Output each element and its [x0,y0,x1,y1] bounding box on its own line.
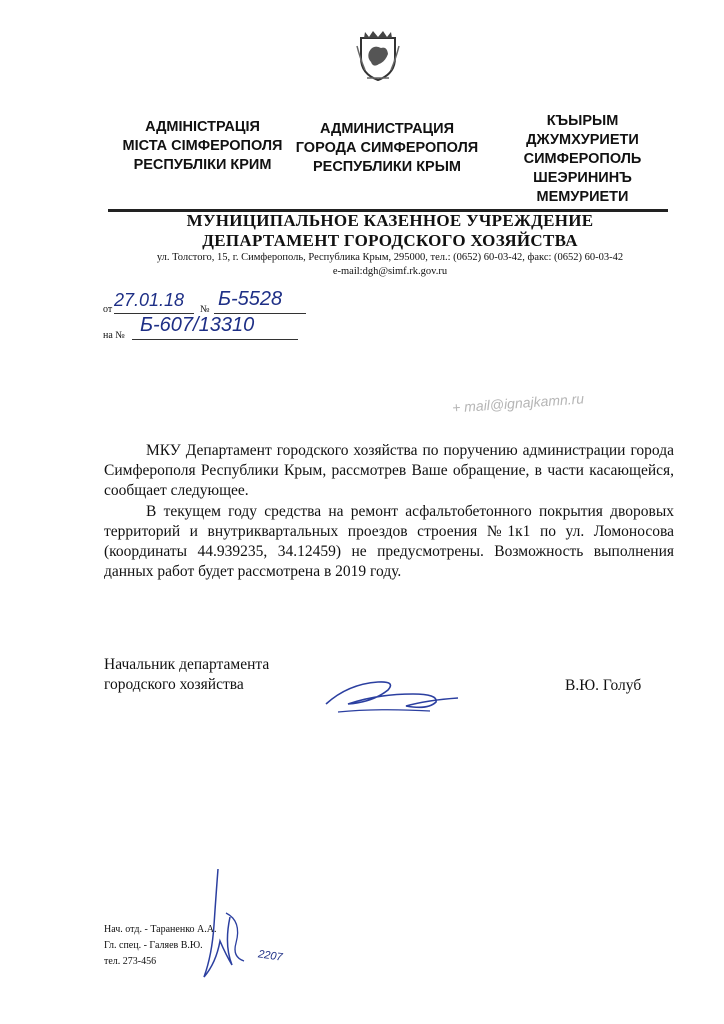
letter-body [104,441,674,582]
registration-block [0,0,724,360]
header-ru-line2: ГОРОДА СИМФЕРОПОЛЯ [295,140,479,156]
ref-underline [132,339,298,340]
signatory-title-line1: Начальник департамента [104,656,270,673]
registration-number: Б-5528 [218,288,283,310]
header-ru-line3: РЕСПУБЛИКИ КРЫМ [312,159,461,175]
executor-phone: тел. 273-456 [104,956,157,967]
margin-note: + mail@ignajkamn.ru [451,390,585,416]
header-ru-line1: АДМИНИСТРАЦИЯ [319,121,454,137]
organization-email: e-mail:dgh@simf.rk.gov.ru [332,266,448,277]
header-ua-line1: АДМІНІСТРАЦІЯ [145,119,260,135]
signature-icon [318,664,468,733]
from-label: от [103,304,113,315]
body-paragraph-2: В текущем году средства на ремонт асфальтобетонного покрытия дворовых территорий и внутриквартальных проездов строения №1к1 по ул. Ломоносова (координаты 44.939235, 34.12459) не предусмотрены. Возможность выполнения данных работ будет рассмотрена в 2019 году. [104,503,674,580]
ref-number: Б-607/13310 [140,314,255,336]
registration-date: 27.01.18 [114,290,185,310]
organization-line2: ДЕПАРТАМЕНТ ГОРОДСКОГО ХОЗЯЙСТВА [202,231,578,250]
executor-line1: Нач. отд. - Тараненко А.А. [104,924,217,935]
signatory-title-line2: городского хозяйства [104,676,244,693]
executor-line2: Гл. спец. - Галяев В.Ю. [104,940,203,951]
initials-icon [196,865,291,990]
initials-note: 2207 [257,948,284,964]
organization-address: ул. Толстого, 15, г. Симферополь, Республика Крым, 295000, тел.: (0652) 60-03-42, факс: (0652) 60-03-42 [156,252,624,263]
header-ct-line5: МЕМУРИЕТИ [536,189,629,205]
header-ct-line3: СИМФЕРОПОЛЬ [523,151,642,167]
header-ct-line2: ДЖУМХУРИЕТИ [526,132,639,148]
signatory-name: В.Ю. Голуб [565,677,642,694]
organization-line1: МУНИЦИПАЛЬНОЕ КАЗЕННОЕ УЧРЕЖДЕНИЕ [186,211,594,230]
ref-label: на № [103,330,125,341]
number-label: № [200,304,210,315]
body-paragraph-1: МКУ Департамент городского хозяйства по поручению администрации города Симферополя Республики Крым, рассмотрев Ваше обращение, в части касающейся, сообщает следующее. [104,442,674,499]
signatory-title [104,655,269,695]
header-ct-line1: КЪЫРЫМ [546,113,619,129]
header-ct-line4: ШЕЭРИНИНЪ [533,170,632,186]
header-ua-line2: МІСТА СІМФЕРОПОЛЯ [122,138,283,154]
header-ua-line3: РЕСПУБЛІКИ КРИМ [133,157,272,173]
